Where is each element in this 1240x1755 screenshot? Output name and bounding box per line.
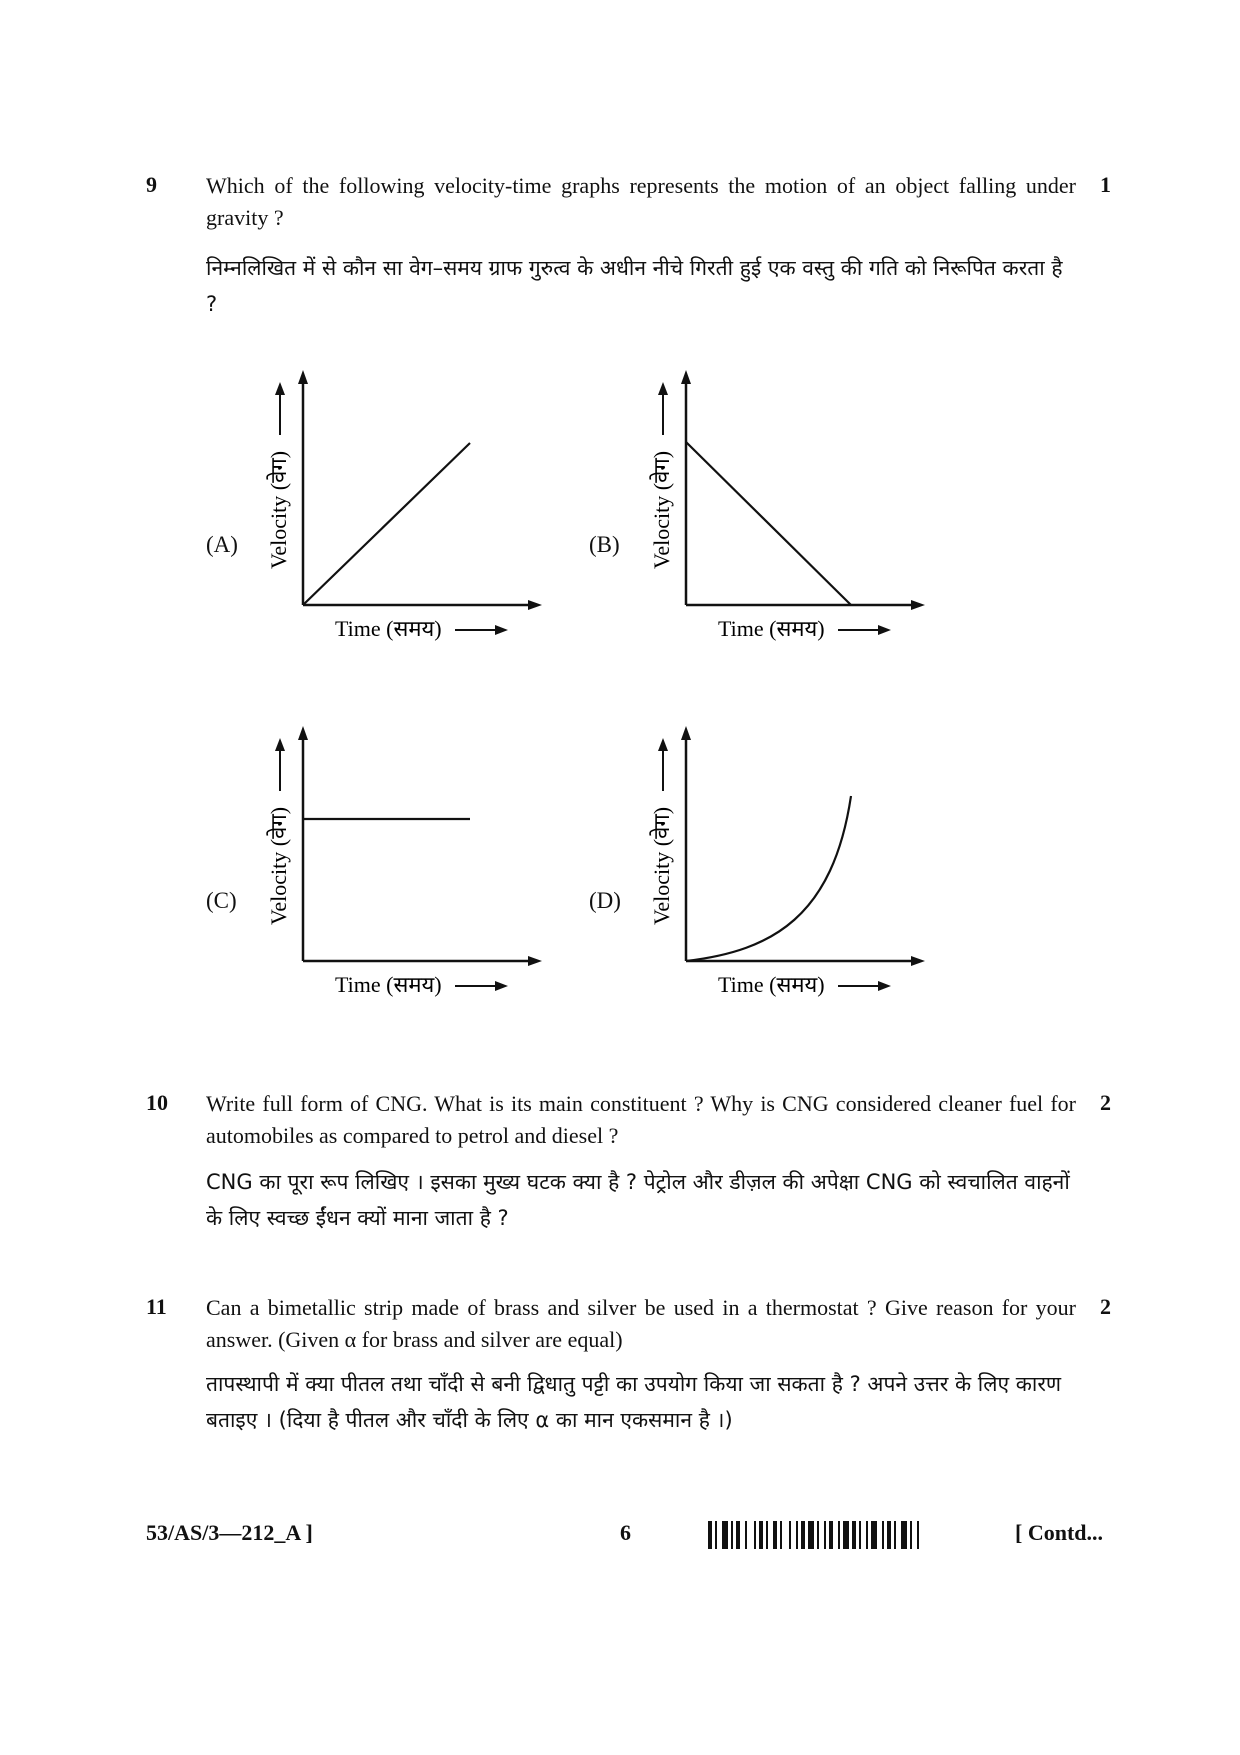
question-text-hindi: निम्नलिखित में से कौन सा वेग–समय ग्राफ गुरुत्व के अधीन नीचे गिरती हुई एक वस्तु की गति को निरूपित करता है ? — [206, 256, 1063, 316]
y-axis-label: Velocity (वेग) — [649, 450, 674, 570]
question-text-english: Write full form of CNG. What is its main constituent ? Why is CNG considered cleaner fuel for automobiles as compared to petrol and diesel ? — [206, 1091, 1076, 1148]
question-marks: 2 — [1100, 1090, 1111, 1115]
barcode — [708, 1521, 994, 1549]
question-text-hindi: तापस्थापी में क्या पीतल तथा चाँदी से बनी द्विधातु पट्टी का उपयोग किया जा सकता है ? अपने उत्तर के लिए कारण बताइए । (दिया है पीतल और चाँदी के लिए α का मान एकसमान है ।) — [206, 1372, 1062, 1432]
question-number: 9 — [146, 172, 157, 197]
graph-c — [250, 716, 570, 1016]
velocity-line — [303, 443, 470, 605]
continued-label: [ Contd... — [1015, 1520, 1104, 1545]
option-label-d: (D) — [589, 888, 621, 913]
x-axis-label: Time (समय) — [335, 972, 442, 997]
y-axis-label: Velocity (वेग) — [649, 806, 674, 926]
graph-b — [633, 360, 953, 660]
graph-a — [250, 360, 570, 660]
y-axis-label: Velocity (वेग) — [266, 806, 291, 926]
y-axis-label: Velocity (वेग) — [266, 450, 291, 570]
question-number: 11 — [146, 1294, 167, 1319]
x-axis-label: Time (समय) — [335, 616, 442, 641]
velocity-line — [686, 442, 851, 605]
graph-d — [633, 716, 953, 1016]
option-label-b: (B) — [589, 532, 620, 557]
option-label-c: (C) — [206, 888, 237, 913]
velocity-curve — [686, 796, 851, 961]
question-text-english: Which of the following velocity-time graphs represents the motion of an object falling under gravity ? — [206, 173, 1076, 230]
question-number: 10 — [146, 1090, 168, 1115]
x-axis-label: Time (समय) — [718, 972, 825, 997]
option-label-a: (A) — [206, 532, 238, 557]
x-axis-label: Time (समय) — [718, 616, 825, 641]
question-text-english: Can a bimetallic strip made of brass and silver be used in a thermostat ? Give reason for your answer. (Given α for brass and silver are equal) — [206, 1295, 1076, 1352]
question-marks: 1 — [1100, 172, 1111, 197]
page-number: 6 — [620, 1520, 631, 1545]
question-marks: 2 — [1100, 1294, 1111, 1319]
question-text-hindi: CNG का पूरा रूप लिखिए । इसका मुख्य घटक क्या है ? पेट्रोल और डीज़ल की अपेक्षा CNG को स्वचालित वाहनों के लिए स्वच्छ ईंधन क्यों माना जाता है ? — [206, 1170, 1070, 1230]
paper-code: 53/AS/3—212_A ] — [146, 1520, 313, 1545]
